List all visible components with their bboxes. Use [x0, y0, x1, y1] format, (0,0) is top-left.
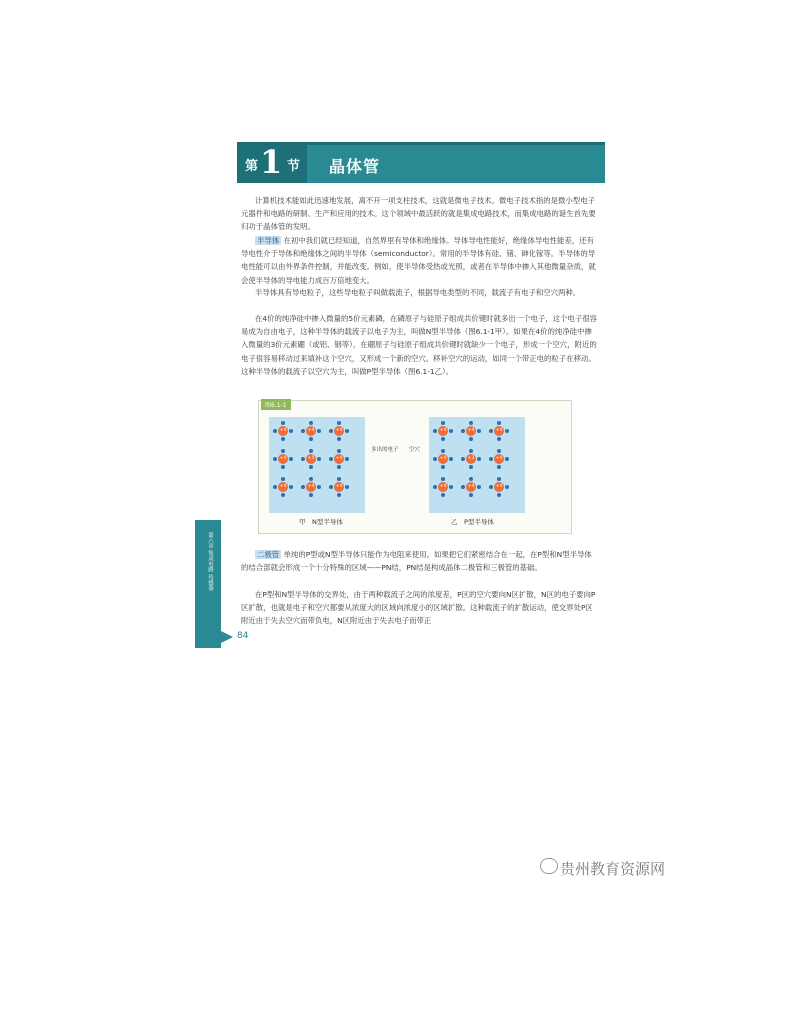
wechat-icon [540, 858, 558, 874]
atom: +4 [278, 454, 288, 464]
atom: +5 [306, 454, 316, 464]
electron [337, 421, 341, 425]
electron [281, 465, 285, 469]
electron [441, 449, 445, 453]
electron [505, 429, 509, 433]
electron [309, 465, 313, 469]
electron [345, 485, 349, 489]
electron [497, 437, 501, 441]
header-number: 1 [260, 143, 283, 181]
electron [469, 493, 473, 497]
electron [329, 429, 333, 433]
electron [273, 457, 277, 461]
electron [433, 457, 437, 461]
electron [329, 457, 333, 461]
electron [345, 457, 349, 461]
atom: +4 [494, 482, 504, 492]
electron [309, 493, 313, 497]
electron [337, 465, 341, 469]
electron [309, 477, 313, 481]
page-arrow-icon [221, 631, 233, 643]
electron [497, 449, 501, 453]
chapter-side-tab [195, 520, 221, 648]
electron [345, 429, 349, 433]
section-title: 晶体管 [329, 157, 381, 176]
electron [461, 429, 465, 433]
electron [489, 485, 493, 489]
electron [337, 493, 341, 497]
electron [273, 485, 277, 489]
electron [289, 457, 293, 461]
atom: +4 [306, 426, 316, 436]
electron [469, 477, 473, 481]
electron [317, 457, 321, 461]
n-type-lattice [269, 417, 365, 513]
electron [461, 485, 465, 489]
electron [469, 437, 473, 441]
keyword-diode: 二极管 [257, 550, 280, 559]
electron [489, 457, 493, 461]
paragraph-4: 在4价的纯净硅中掺入微量的5价元素磷，在磷原子与硅原子组成共价键时就多出一个电子，这个电子很容易成为自由电子，这种半导体的载流子以电子为主，叫做N型半导体（图6.1-1甲）。如果在4价的纯净硅中掺入微量的3价元素硼（或铝、铟等），在硼原子与硅原子组成共价键时就缺少一个电子，形成一个空穴，附近的电子很容易移动过来填补这个空穴，又形成一个新的空穴。移补空穴的运动，如同一个带正电的粒子在移动。这种半导体的载流子以空穴为主，叫做P型半导体（图6.1-1乙）。 [241, 314, 597, 376]
atom: +4 [438, 454, 448, 464]
electron [281, 449, 285, 453]
electron [461, 457, 465, 461]
electron [337, 437, 341, 441]
electron [301, 485, 305, 489]
caption-p-type: 乙 P型半导体 [451, 518, 494, 526]
electron [441, 493, 445, 497]
header-di: 第 [245, 159, 259, 174]
paragraph-5-body: 单纯的P型或N型半导体只能作为电阻来使用。如果把它们紧密结合在一起，在P型和N型半导体的结合部就会形成一个十分特殊的区域——PN结，PN结是构成晶体二极管和三极管的基础。 [241, 550, 592, 573]
electron [433, 429, 437, 433]
electron [469, 421, 473, 425]
electron [441, 421, 445, 425]
electron [309, 421, 313, 425]
header-jie: 节 [287, 159, 301, 174]
figure-6-1-1 [258, 400, 572, 534]
electron [497, 465, 501, 469]
page-number: 84 [237, 631, 249, 641]
atom: +4 [466, 482, 476, 492]
electron [337, 477, 341, 481]
atom: +4 [494, 426, 504, 436]
annotation-extra-electron: 多出的电子 [371, 447, 399, 453]
electron [497, 477, 501, 481]
electron [497, 493, 501, 497]
electron [469, 465, 473, 469]
atom: +4 [334, 426, 344, 436]
atom: +4 [278, 482, 288, 492]
paragraph-6: 在P型和N型半导体的交界处，由于两种载流子之间的浓度差，P区的空穴要向N区扩散，N区的电子要向P区扩散，也就是电子和空穴都要从浓度大的区域向浓度小的区域扩散。这种载流子的扩散运动，使交界处P区附近由于失去空穴而带负电，N区附近由于失去电子而带正 [241, 590, 596, 626]
electron [489, 429, 493, 433]
keyword-semiconductor: 半导体 [257, 236, 280, 245]
electron [505, 485, 509, 489]
paragraph-5 [241, 548, 597, 574]
electron [309, 449, 313, 453]
electron [337, 449, 341, 453]
annotation-hole: 空穴 [409, 447, 421, 453]
electron [477, 485, 481, 489]
electron [449, 485, 453, 489]
electron [281, 493, 285, 497]
atom: +4 [438, 482, 448, 492]
electron [281, 477, 285, 481]
electron [329, 485, 333, 489]
electron [441, 437, 445, 441]
electron [433, 485, 437, 489]
atom: +4 [306, 482, 316, 492]
electron [273, 429, 277, 433]
electron [317, 429, 321, 433]
electron [441, 477, 445, 481]
chapter-side-text: 第六章 集成电路 传感器 [207, 532, 213, 591]
watermark: 贵州教育资源网 [560, 860, 666, 878]
electron [505, 457, 509, 461]
p-type-lattice [429, 417, 525, 513]
textbook-page [195, 138, 607, 658]
electron [309, 437, 313, 441]
electron [477, 429, 481, 433]
electron [449, 429, 453, 433]
electron [477, 457, 481, 461]
electron [497, 421, 501, 425]
figure-label: 图6.1-1 [261, 399, 291, 410]
electron [449, 457, 453, 461]
section-header [237, 142, 605, 183]
electron [281, 437, 285, 441]
paragraph-2-body: 在初中我们就已经知道，自然界里有导体和绝缘体。导体导电性能好，绝缘体导电性能差，还有导电性介于导体和绝缘体之间的半导体（semiconductor）。常用的半导体有硅、锗、砷化镓等。半导体的导电性能可以由外界条件控制，并能改变。例如，使半导体受热或光照，或者在半导体中掺入其他微量杂质，就会使半导体的导电能力成百万倍地变大。 [241, 236, 596, 285]
atom: +4 [438, 426, 448, 436]
electron [301, 429, 305, 433]
atom: +4 [278, 426, 288, 436]
caption-n-type: 甲 N型半导体 [299, 518, 343, 526]
atom: +4 [466, 426, 476, 436]
electron [281, 421, 285, 425]
atom: +4 [334, 454, 344, 464]
electron [317, 485, 321, 489]
paragraph-2 [241, 234, 597, 287]
paragraph-1: 计算机技术能如此迅速地发展，离不开一项支柱技术，这就是微电子技术。微电子技术指的是微小型电子元器件和电路的研制、生产和应用的技术。这个领域中最活跃的就是集成电路技术，而集成电路的诞生首先要归功于晶体管的发明。 [241, 196, 596, 232]
atom: +4 [494, 454, 504, 464]
paragraph-3: 半导体具有导电粒子，这些导电粒子叫做载流子，根据导电类型的不同，载流子有电子和空穴两种。 [255, 288, 581, 297]
electron [469, 449, 473, 453]
atom: +4 [334, 482, 344, 492]
electron [289, 485, 293, 489]
electron [301, 457, 305, 461]
atom: +3 [466, 454, 476, 464]
electron [289, 429, 293, 433]
electron [441, 465, 445, 469]
